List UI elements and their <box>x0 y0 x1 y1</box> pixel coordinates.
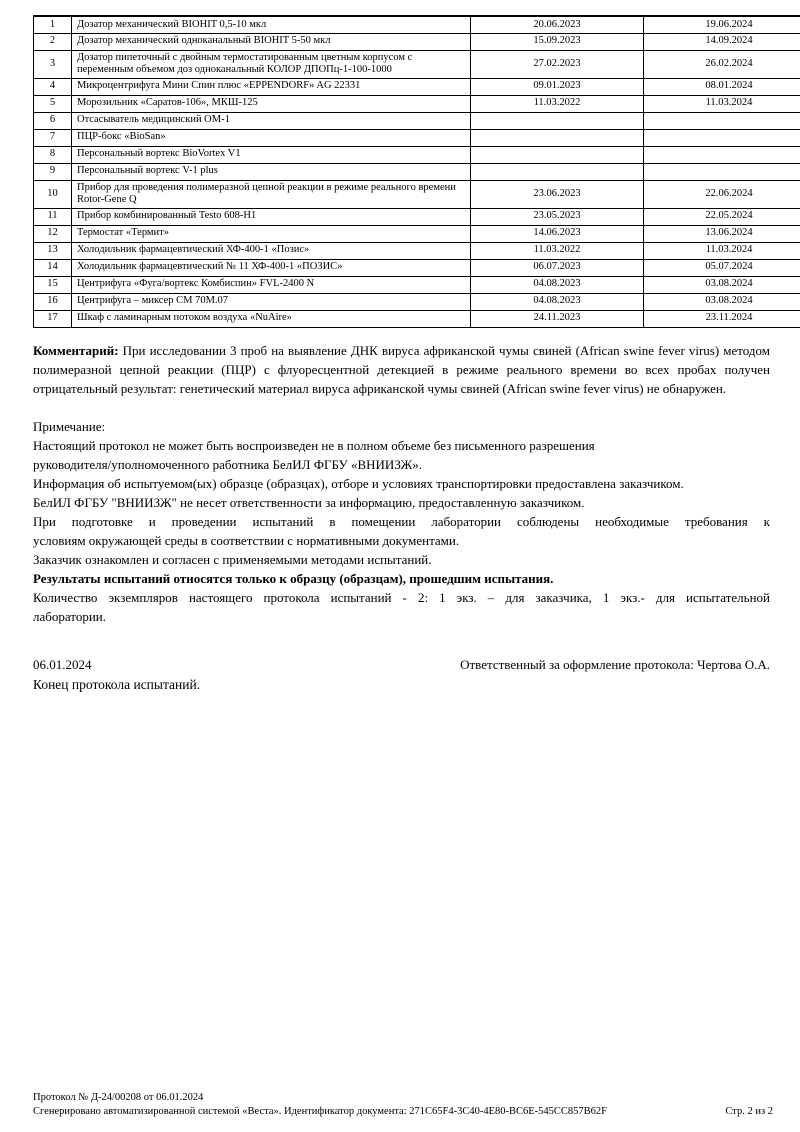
note-line: Примечание: <box>33 418 106 434</box>
note-line: При подготовке и проведении испытаний в помещении лаборатории соблюдены необходимые требования к <box>33 513 770 529</box>
table-row <box>34 163 800 180</box>
cell-valid-until-date: 03.08.2024 <box>644 276 800 293</box>
cell-row-number: 17 <box>34 310 72 327</box>
cell-verification-date <box>471 146 644 163</box>
cell-equipment-name: Персональный вортекс BioVortex V1 <box>72 146 471 163</box>
table-row <box>34 180 800 208</box>
cell-row-number: 11 <box>34 208 72 225</box>
footer-line2 <box>33 1105 773 1119</box>
footer-page-number: Стр. 2 из 2 <box>725 1105 773 1117</box>
cell-row-number: 1 <box>34 16 72 33</box>
cell-verification-date: 14.06.2023 <box>471 225 644 242</box>
cell-equipment-name: Термостат «Термит» <box>72 225 471 242</box>
cell-equipment-name: Холодильник фармацевтический № 11 ХФ-400-1 «ПОЗИС» <box>72 259 471 276</box>
note-line: Настоящий протокол не может быть воспроизведен не в полном объеме без письменного разрешения <box>33 437 595 453</box>
cell-verification-date: 04.08.2023 <box>471 276 644 293</box>
cell-verification-date: 23.06.2023 <box>471 180 644 208</box>
cell-row-number: 3 <box>34 50 72 78</box>
cell-row-number: 6 <box>34 112 72 129</box>
cell-verification-date <box>471 112 644 129</box>
table-row <box>34 208 800 225</box>
cell-verification-date: 04.08.2023 <box>471 293 644 310</box>
cell-equipment-name: Прибор для проведения полимеразной цепной реакции в режиме реального времени Rotor-Gene Q <box>72 180 471 208</box>
cell-verification-date: 09.01.2023 <box>471 78 644 95</box>
notes-section <box>33 417 770 626</box>
protocol-date: 06.01.2024 <box>33 656 92 672</box>
cell-verification-date: 20.06.2023 <box>471 16 644 33</box>
cell-valid-until-date: 23.11.2024 <box>644 310 800 327</box>
comment-label: Комментарий: <box>33 342 119 358</box>
cell-equipment-name: ПЦР-бокс «BioSan» <box>72 129 471 146</box>
cell-row-number: 14 <box>34 259 72 276</box>
cell-row-number: 2 <box>34 33 72 50</box>
cell-verification-date: 27.02.2023 <box>471 50 644 78</box>
cell-valid-until-date: 19.06.2024 <box>644 16 800 33</box>
cell-row-number: 5 <box>34 95 72 112</box>
note-line: руководителя/уполномоченного работника БелИЛ ФГБУ «ВНИИЗЖ». <box>33 456 423 472</box>
table-row <box>34 112 800 129</box>
note-line: Заказчик ознакомлен и согласен с применяемыми методами испытаний. <box>33 551 432 567</box>
cell-row-number: 4 <box>34 78 72 95</box>
cell-valid-until-date: 11.03.2024 <box>644 242 800 259</box>
cell-valid-until-date <box>644 163 800 180</box>
equipment-table-body <box>34 16 800 327</box>
cell-verification-date: 11.03.2022 <box>471 95 644 112</box>
end-of-protocol: Конец протокола испытаний. <box>33 676 201 692</box>
cell-valid-until-date: 08.01.2024 <box>644 78 800 95</box>
footer-protocol-number: Протокол № Д-24/00208 от 06.01.2024 <box>33 1092 204 1103</box>
cell-valid-until-date: 26.02.2024 <box>644 50 800 78</box>
cell-equipment-name: Отсасыватель медицинский ОМ-1 <box>72 112 471 129</box>
cell-row-number: 16 <box>34 293 72 310</box>
note-line: Результаты испытаний относятся только к образцу (образцам), прошедшим испытания. <box>33 570 554 586</box>
table-row <box>34 293 800 310</box>
footer-generated-info: Сгенерировано автоматизированной системой «Веста». Идентификатор документа: 271C65F4-3C40-4E80-BC6E-545CC857B62F <box>33 1105 608 1117</box>
comment-text: При исследовании 3 проб на выявление ДНК вируса африканской чумы свиней (African swine fever virus) методом полимеразной цепной реакции (ПЦР) с флуоресцентной детекцией в режиме реального времени во всех пробах получен отрицательный результат: генетический материал вируса африканской чумы свиней (African swine fever virus) не обнаружен. <box>33 342 770 396</box>
note-line: лаборатории. <box>33 608 106 624</box>
cell-valid-until-date <box>644 146 800 163</box>
note-line: условиям окружающей среды в соответствии с нормативными документами. <box>33 532 460 548</box>
cell-equipment-name: Дозатор механический BIOHIT 0,5-10 мкл <box>72 16 471 33</box>
cell-equipment-name: Дозатор пипеточный с двойным термостатированным цветным корпусом с переменным объемом доз одноканальный КОЛОР ДПОПц-1-100-1000 <box>72 50 471 78</box>
table-row <box>34 259 800 276</box>
cell-row-number: 8 <box>34 146 72 163</box>
table-row <box>34 225 800 242</box>
table-row <box>34 242 800 259</box>
cell-equipment-name: Дозатор механический одноканальный BIOHIT 5-50 мкл <box>72 33 471 50</box>
cell-row-number: 15 <box>34 276 72 293</box>
cell-valid-until-date: 14.09.2024 <box>644 33 800 50</box>
cell-equipment-name: Центрифуга «Фуга/вортекс Комбиспин» FVL-2400 N <box>72 276 471 293</box>
table-row <box>34 276 800 293</box>
page-footer <box>33 1091 773 1118</box>
cell-valid-until-date: 05.07.2024 <box>644 259 800 276</box>
note-line: Количество экземпляров настоящего протокола испытаний - 2: 1 экз. – для заказчика, 1 экз.- для испытательной <box>33 589 770 605</box>
cell-valid-until-date: 22.05.2024 <box>644 208 800 225</box>
cell-verification-date: 15.09.2023 <box>471 33 644 50</box>
table-row <box>34 16 800 33</box>
cell-equipment-name: Прибор комбинированный Testo 608-H1 <box>72 208 471 225</box>
table-row <box>34 310 800 327</box>
cell-verification-date: 23.05.2023 <box>471 208 644 225</box>
table-row <box>34 33 800 50</box>
note-line: БелИЛ ФГБУ "ВНИИЗЖ" не несет ответственности за информацию, предоставленную заказчиком. <box>33 494 585 510</box>
table-row <box>34 78 800 95</box>
page-content <box>33 15 770 695</box>
cell-equipment-name: Центрифуга – миксер СМ 70М.07 <box>72 293 471 310</box>
cell-equipment-name: Холодильник фармацевтический ХФ-400-1 «Позис» <box>72 242 471 259</box>
cell-verification-date: 24.11.2023 <box>471 310 644 327</box>
responsible-person: Ответственный за оформление протокола: Чертова О.А. <box>460 656 770 672</box>
equipment-table <box>33 15 800 328</box>
cell-verification-date <box>471 163 644 180</box>
cell-row-number: 10 <box>34 180 72 208</box>
cell-valid-until-date <box>644 129 800 146</box>
signature-row <box>33 655 770 674</box>
cell-equipment-name: Шкаф с ламинарным потоком воздуха «NuAire» <box>72 310 471 327</box>
cell-row-number: 12 <box>34 225 72 242</box>
note-line: Информация об испытуемом(ых) образце (образцах), отборе и условиях транспортировки предоставлена заказчиком. <box>33 475 684 491</box>
cell-valid-until-date: 22.06.2024 <box>644 180 800 208</box>
cell-verification-date: 06.07.2023 <box>471 259 644 276</box>
cell-row-number: 9 <box>34 163 72 180</box>
cell-equipment-name: Персональный вортекс V-1 plus <box>72 163 471 180</box>
table-row <box>34 129 800 146</box>
cell-valid-until-date: 13.06.2024 <box>644 225 800 242</box>
table-row <box>34 50 800 78</box>
cell-row-number: 13 <box>34 242 72 259</box>
cell-verification-date: 11.03.2022 <box>471 242 644 259</box>
cell-verification-date <box>471 129 644 146</box>
cell-equipment-name: Морозильник «Саратов-106», МКШ-125 <box>72 95 471 112</box>
table-row <box>34 95 800 112</box>
comment-paragraph <box>33 341 770 398</box>
cell-row-number: 7 <box>34 129 72 146</box>
cell-valid-until-date <box>644 112 800 129</box>
cell-valid-until-date: 03.08.2024 <box>644 293 800 310</box>
cell-valid-until-date: 11.03.2024 <box>644 95 800 112</box>
table-row <box>34 146 800 163</box>
cell-equipment-name: Микроцентрифуга Мини Спин плюс «EPPENDORF» AG 22331 <box>72 78 471 95</box>
